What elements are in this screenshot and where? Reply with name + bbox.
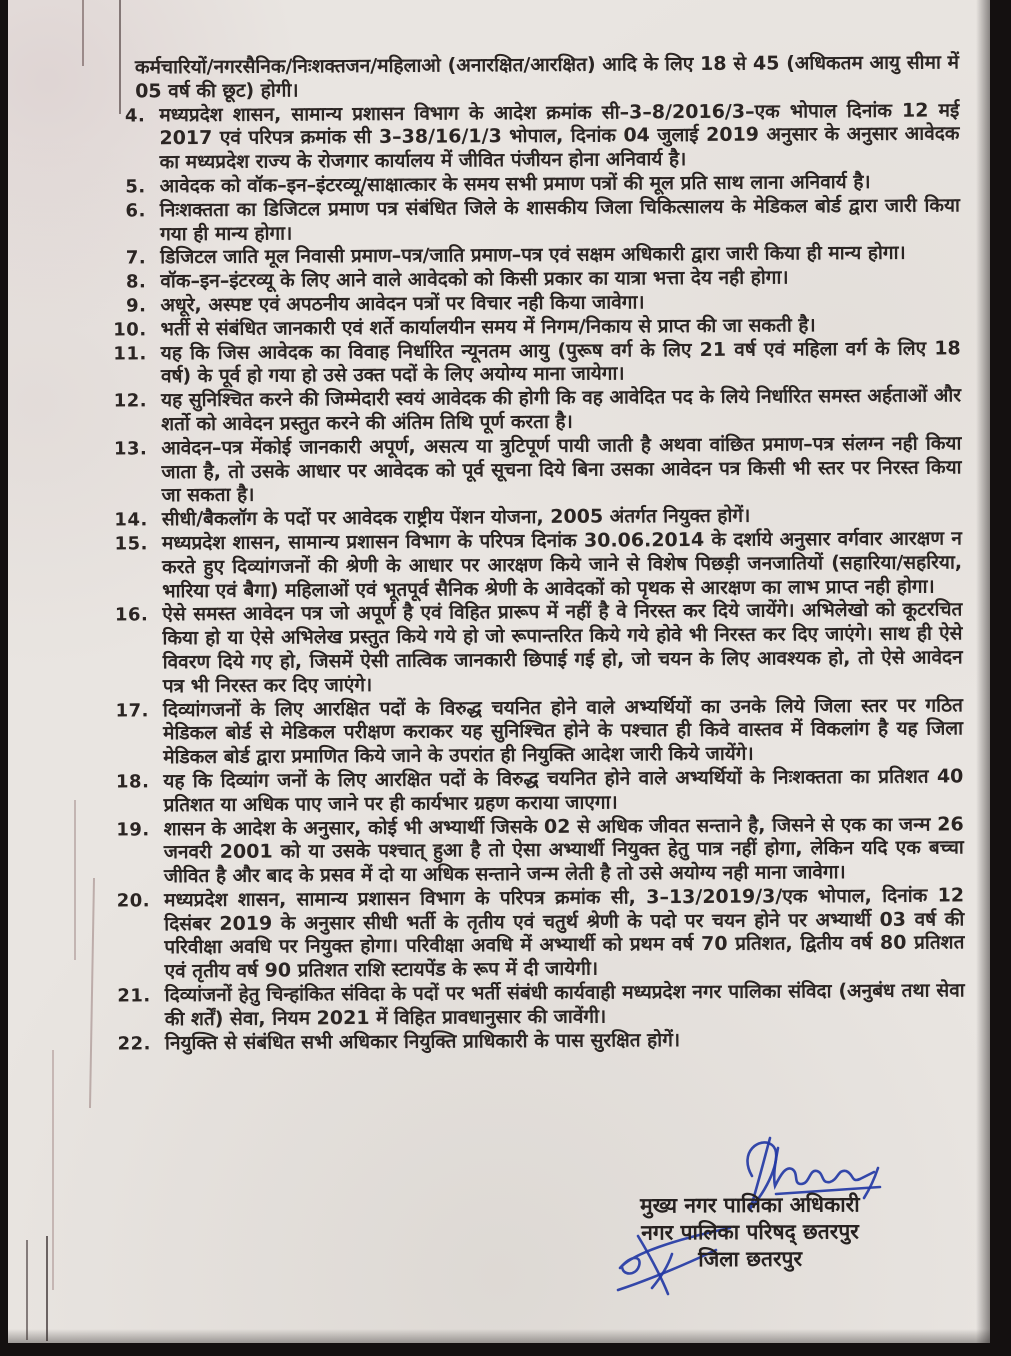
item-text: यह कि दिव्यांग जनों के लिए आरक्षित पदों के विरुद्ध चयनित होने वाले अभ्यर्थियों के निःशक्तता का प्रतिशत 40 प्रतिशत या अधिक पाए जाने पर ही कार्यभार ग्रहण कराया जाएगा।: [163, 765, 964, 816]
list-item: [102, 527, 962, 604]
item-number: 5.: [125, 176, 146, 198]
item-number: 20.: [116, 890, 151, 912]
item-number: 16.: [114, 604, 149, 626]
item-text: यह कि जिस आवेदक का विवाह निर्धारित न्यूनतम आयु (पुरूष वर्ग के लिए 21 वर्ष एवं महिला वर्ग के लिए 18 वर्ष) के पूर्व हो गया हो उसे उक्त पदों के लिए अयोग्य माना जायेगा।: [160, 336, 961, 388]
item-number: 17.: [115, 699, 150, 722]
item-number: 9.: [126, 295, 147, 317]
item-text: आवेदक को वॉक–इन–इंटरव्यू/साक्षात्कार के समय सभी प्रमाण पत्रों की मूल प्रति साथ लाना अनिवार्य है।: [159, 170, 871, 198]
list-item: [101, 432, 961, 509]
list-item: [99, 99, 959, 176]
list-item: [101, 337, 961, 390]
signature-block: [592, 1191, 908, 1274]
scan-artifact-line: [26, 1240, 28, 1340]
item-text: दिव्यांगजनों के लिए आरक्षित पदों के विरुद्ध चयनित होने वाले अभ्यर्थियों का उनके लिये जिला स्तर पर गठित मेडिकल बोर्ड से मेडिकल परीक्षण कराकर यह सुनिश्चित होने के पश्चात ही किवे वास्तव में विकलांग है यह जिला मेडिकल बोर्ड द्वारा प्रमाणित किये जाने के उपरांत ही नियुक्ति आदेश जारी किये जायेंगे।: [162, 693, 964, 769]
item-number: 8.: [125, 271, 147, 293]
item-number: 4.: [124, 104, 146, 127]
item-number: 7.: [125, 247, 147, 269]
item-text: आवेदन–पत्र मेंकोई जानकारी अपूर्ण, असत्य या त्रुटिपूर्ण पायी जाती है अथवा वांछित प्रमाण–पत्र संलग्न नही किया जाता है, तो उसके आधार पर आवेदक को पूर्व सूचना दिये बिना उसका आवेदन पत्र किसी भी स्तर पर निरस्त किया जा सकता है।: [161, 432, 962, 507]
intro-paragraph: कर्मचारियों/नगरसैनिक/निःशक्तजन/महिलाओ (अनारक्षित/आरक्षित) आदि के लिए 18 से 45 (अधिकतम आयु सीमा में 05 वर्ष की छूट) होगी।: [134, 51, 960, 103]
list-item: [102, 599, 963, 699]
item-text: शासन के आदेश के अनुसार, कोई भी अभ्यार्थी जिसके 02 से अधिक जीवत सन्ताने है, जिसने से एक का जन्म 26 जनवरी 2001 को या उसके पश्चात् हुआ है तो ऐसा अभ्यार्थी नियुक्त हेतु पात्र नहीं होगा, लेकिन यदि एक बच्चा जीवित है और बाद के प्रसव में दो या अधिक सन्ताने जन्म लेती है तो उसे अयोग्य नही माना जावेगा।: [163, 812, 964, 888]
item-number: 11.: [113, 342, 147, 365]
signer-org: नगर पालिका परिषद् छतरपुर: [641, 1219, 859, 1245]
item-number: 18.: [115, 771, 150, 793]
item-text: दिव्यांजनों हेतु चिन्हांकित संविदा के पदों पर भर्ती संबंधी कार्यवाही मध्यप्रदेश नगर पालिका संविदा (अनुबंध तथा सेवा की शर्तें) सेवा, नियम 2021 में विहित प्रावधानुसार की जावेंगी।: [164, 979, 965, 1031]
signer-title: मुख्य नगर पालिका अधिकारी: [639, 1192, 860, 1218]
list-item: [105, 979, 965, 1032]
list-item: [104, 884, 965, 984]
scan-artifact-line: [52, 1050, 54, 1290]
item-number: 14.: [114, 509, 148, 531]
scan-artifact-line: [82, 0, 84, 66]
item-number: 19.: [116, 818, 150, 841]
item-text: सीधी/बैकलॉग के पदों पर आवेदक राष्ट्रीय पेंशन योजना, 2005 अंतर्गत नियुक्त होगें।: [161, 504, 751, 531]
item-text: मध्यप्रदेश शासन, सामान्य प्रशासन विभाग के परिपत्र दिनांक 30.06.2014 के दर्शाये अनुसार वर्गवार आरक्षण न करते हुए दिव्यांगजनों की श्रेणी के आधार पर आरक्षण किये जाने से विशेष पिछड़ी जनजातियों (सहारिया/सहरिया, भारिया एवं बैगा) महिलाओं एवं भूतपूर्व सैनिक श्रेणी के आवेदकों को पृथक से आरक्षण का लाभ प्राप्त नही होगा।: [161, 527, 963, 602]
item-number: 15.: [114, 533, 148, 555]
item-text: डिजिटल जाति मूल निवासी प्रमाण–पत्र/जाति प्रमाण–पत्र एवं सक्षम अधिकारी द्वारा जारी किया ही मान्य होगा।: [160, 242, 906, 269]
item-text: वॉक–इन–इंटरव्यू के लिए आने वाले आवेदको को किसी प्रकार का यात्रा भत्ता देय नही होगा।: [160, 266, 789, 293]
document-body: [99, 51, 965, 1056]
item-text: भर्ती से संबंधित जानकारी एवं शर्ते कार्यालयीन समय में निगम/निकाय से प्राप्त की जा सकती है।: [160, 314, 816, 341]
item-text: ऐसे समस्त आवेदन पत्र जो अपूर्ण है एवं विहित प्रारूप में नहीं है वे निरस्त कर दिये जायेंगे। अभिलेखो को कूटरचित किया हो या ऐसे अभिलेख प्रस्तुत किये गये हो जो रूपान्तरित किये गये होवे भी निरस्त कर दिए जाएंगे। साथ ही ऐसे विवरण दिये गए हो, जिसमें ऐसी तात्विक जानकारी छिपाई गई हो, जो चयन के लिए आवश्यक हो, तो ऐसे आवेदन पत्र भी निरस्त कर दिए जाएंगे।: [162, 598, 963, 697]
list-item: [101, 385, 961, 438]
item-text: निःशक्तता का डिजिटल प्रमाण पत्र संबंधित जिले के शासकीय जिला चिकित्सालय के मेडिकल बोर्ड द्वारा जारी किया गया ही मान्य होगा।: [159, 194, 960, 245]
item-text: मध्यप्रदेश शासन, सामान्य प्रशासन विभाग के परिपत्र क्रमांक सी, 3–13/2019/3/एक भोपाल, दिनांक 12 दिसंबर 2019 के अनुसार सीधी भर्ती के तृतीय एवं चतुर्थ श्रेणी के पदो पर चयन होने पर अभ्यार्थी 03 वर्ष की परिवीक्षा अवधि पर नियुक्त होगा। परिवीक्षा अवधि में अभ्यार्थी को प्रथम वर्ष 70 प्रतिशत, द्वितीय वर्ष 80 प्रतिशत एवं तृतीय वर्ष 90 प्रतिशत राशि स्टायपेंड के रूप में दी जायेगी।: [164, 884, 965, 983]
list-item: [104, 813, 964, 890]
list-item: [103, 765, 963, 818]
scan-artifact-line: [89, 878, 95, 1108]
item-number: 22.: [117, 1033, 152, 1055]
item-text: नियुक्ति से संबंधित सभी अधिकार नियुक्ति प्राधिकारी के पास सुरक्षित होगें।: [164, 1028, 681, 1054]
item-text: अधूरे, अस्पष्ट एवं अपठनीय आवेदन पत्रों पर विचार नही किया जावेगा।: [160, 291, 645, 317]
list-item: [100, 194, 960, 247]
scan-artifact-line: [74, 800, 76, 960]
item-number: 13.: [113, 438, 148, 460]
item-number: 10.: [113, 319, 147, 341]
item-text: मध्यप्रदेश शासन, सामान्य प्रशासन विभाग के आदेश क्रमांक सी–3–8/2016/3–एक भोपाल दिनांक 12 मई 2017 एवं परिपत्र क्रमांक सी 3–38/16/1/3 भोपाल, दिनांक 04 जुलाई 2019 अनुसार के अनुसार आवेदक का मध्यप्रदेश राज्य के रोजगार कार्यालय में जीवित पंजीयन होना अनिवार्य है।: [159, 98, 960, 174]
scan-artifact-line: [46, 1236, 48, 1341]
item-number: 21.: [117, 985, 151, 1007]
signer-district: जिला छतरपुर: [698, 1246, 803, 1272]
item-number: 6.: [125, 200, 146, 222]
item-number: 12.: [113, 390, 148, 412]
list-item: [103, 694, 963, 771]
item-text: यह सुनिश्चित करने की जिम्मेदारी स्वयं आवेदक की होगी कि वह आवेदित पद के लिये निर्धारित समस्त अर्हताओं और शर्तो को आवेदन प्रस्तुत करने की अंतिम तिथि पूर्ण करता है।: [160, 384, 962, 436]
